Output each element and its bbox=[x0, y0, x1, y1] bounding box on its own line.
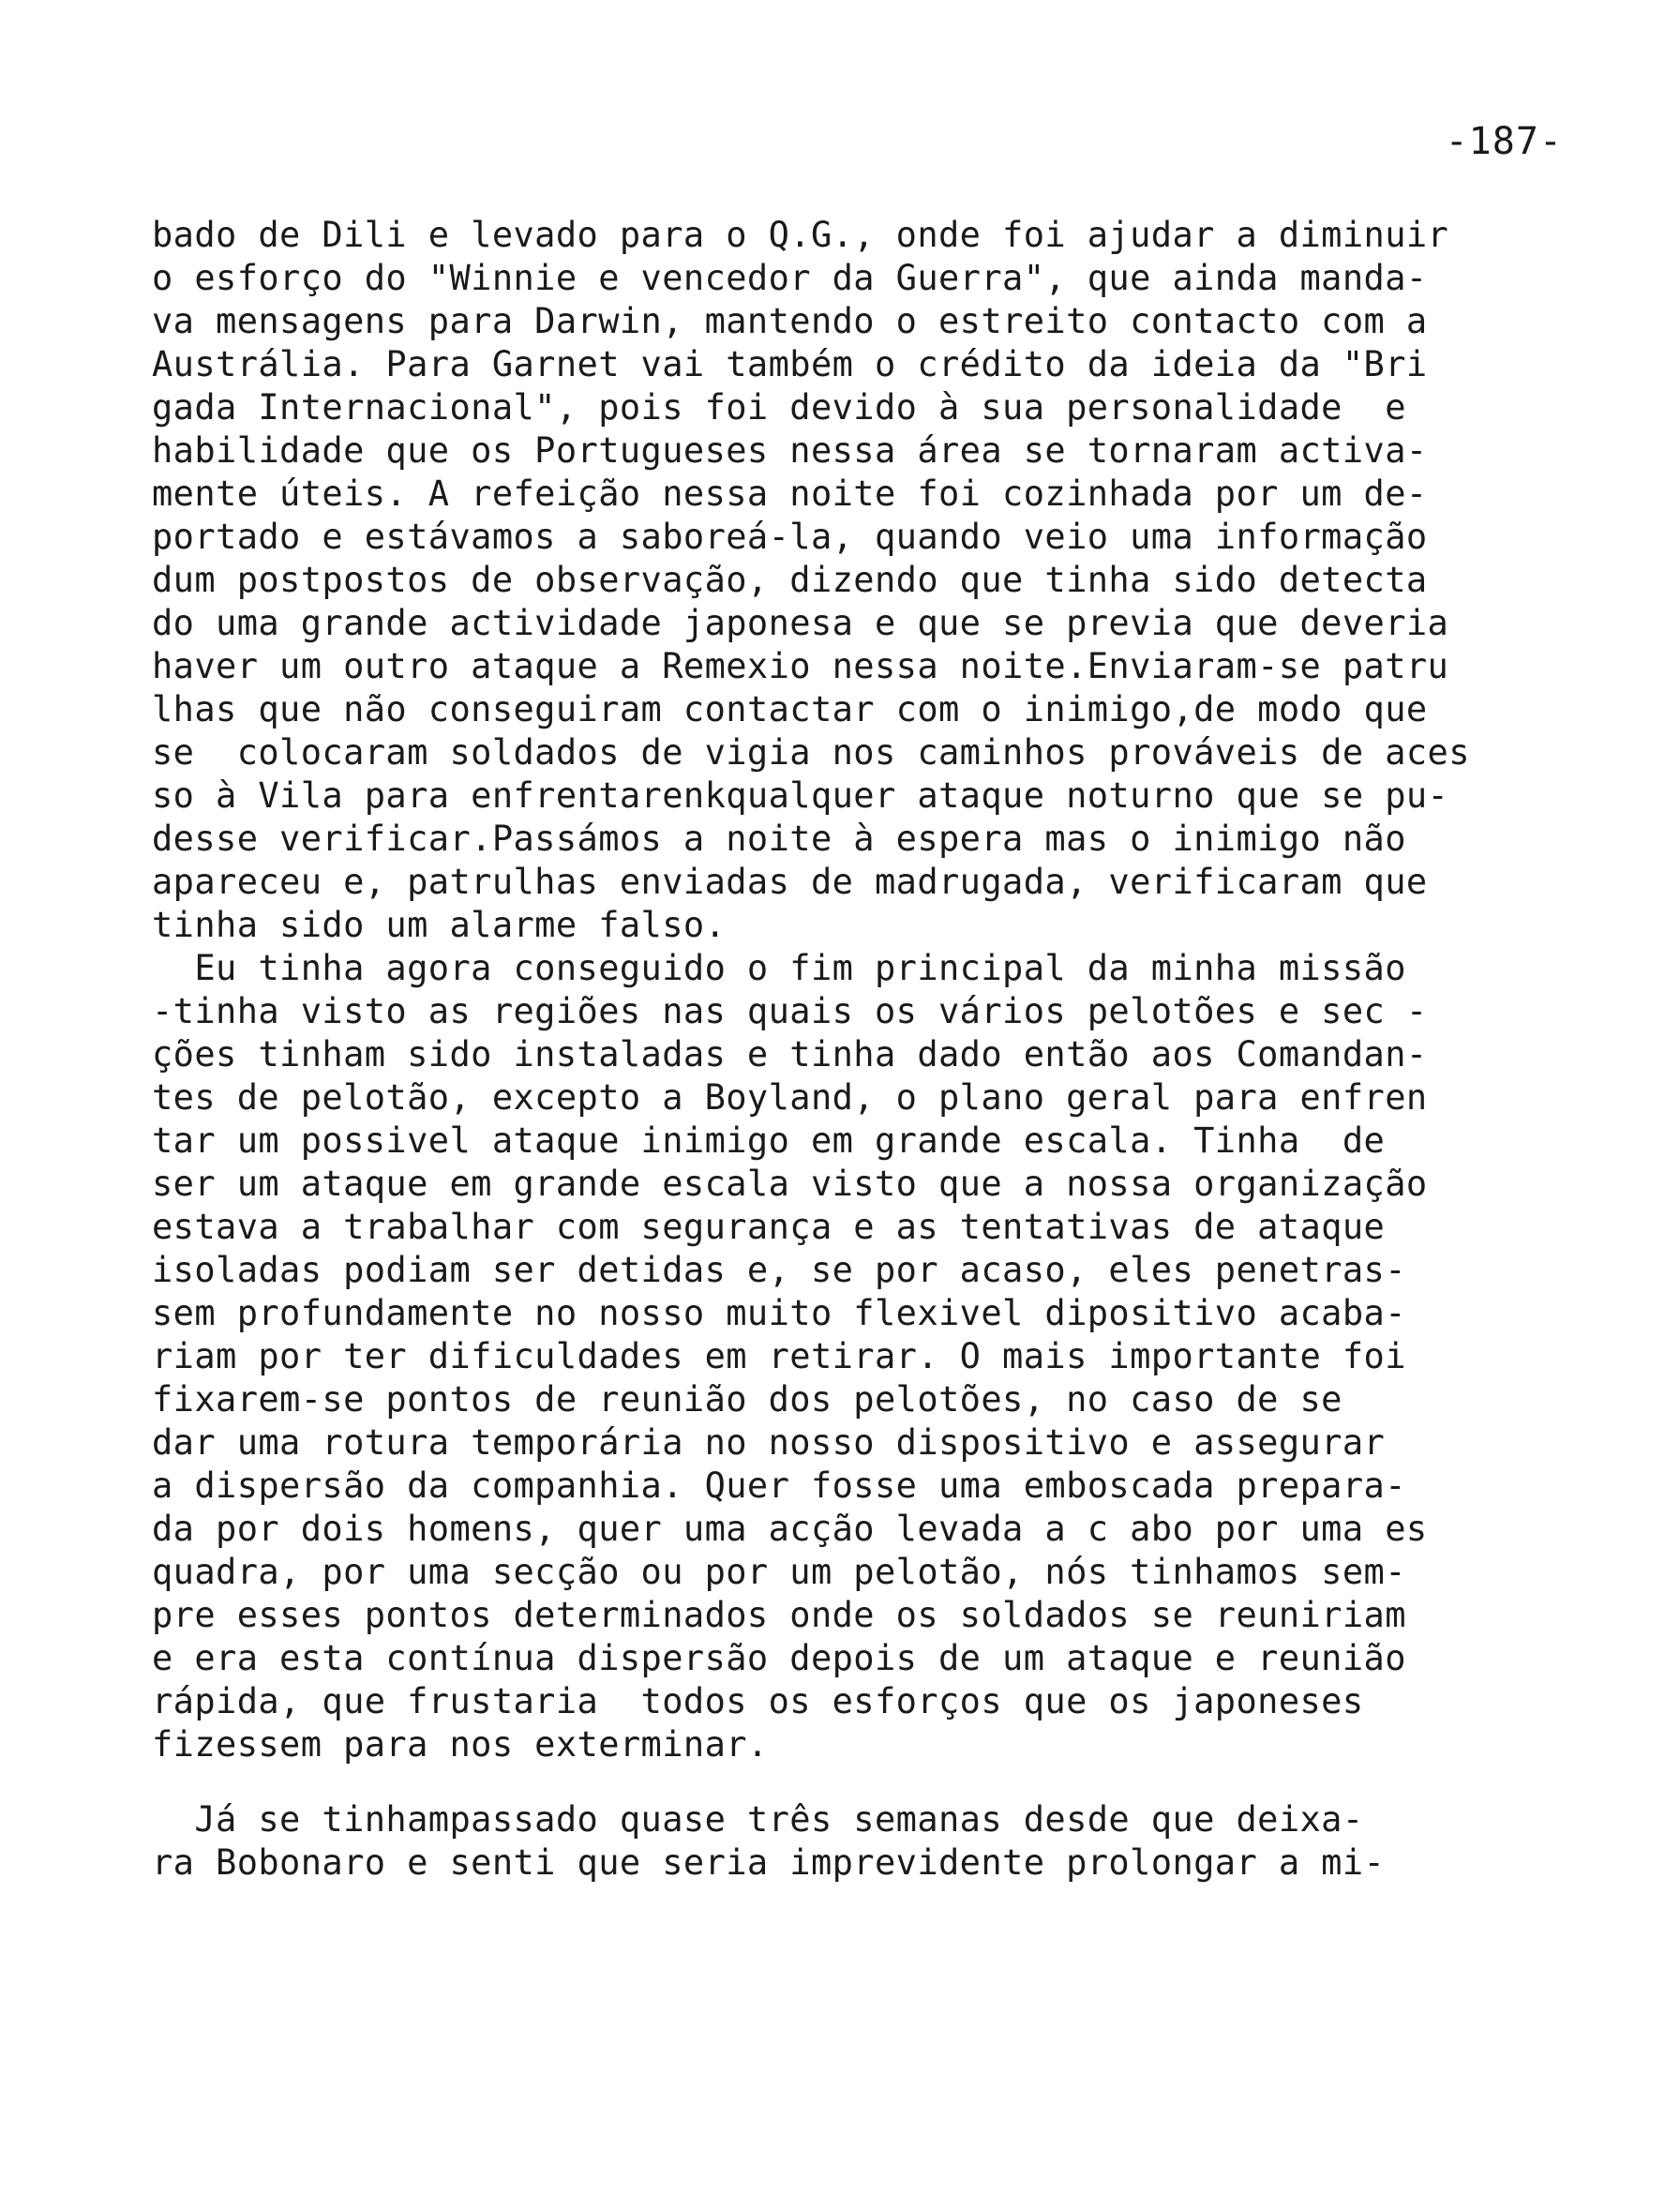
text-line: Austrália. Para Garnet vai também o crédito da ideia da "Bri bbox=[152, 344, 1428, 384]
page-number: -187- bbox=[1445, 120, 1563, 163]
text-line: so à Vila para enfrentarenkqualquer ataque noturno que se pu- bbox=[152, 775, 1449, 816]
text-line: ser um ataque em grande escala visto que a nossa organização bbox=[152, 1164, 1428, 1204]
paragraph-3 bbox=[152, 1798, 1577, 1885]
text-line: ções tinham sido instaladas e tinha dado então aos Comandan- bbox=[152, 1034, 1428, 1074]
text-line: ra Bobonaro e senti que seria imprevidente prolongar a mi- bbox=[152, 1842, 1386, 1883]
text-line: estava a trabalhar com segurança e as tentativas de ataque bbox=[152, 1207, 1386, 1247]
text-line: do uma grande actividade japonesa e que se previa que deveria bbox=[152, 603, 1449, 643]
text-line: dar uma rotura temporária no nosso dispositivo e assegurar bbox=[152, 1422, 1386, 1463]
text-line: da por dois homens, quer uma acção levada a c abo por uma es bbox=[152, 1509, 1428, 1549]
paragraph-1 bbox=[152, 214, 1577, 947]
text-line: rápida, que frustaria todos os esforços que os japoneses bbox=[152, 1681, 1364, 1721]
text-line: fixarem-se pontos de reunião dos pelotões, no caso de se bbox=[152, 1379, 1342, 1420]
text-line: -tinha visto as regiões nas quais os vários pelotões e sec - bbox=[152, 991, 1428, 1031]
text-line: portado e estávamos a saboreá-la, quando veio uma informação bbox=[152, 517, 1428, 557]
text-line: tar um possivel ataque inimigo em grande escala. Tinha de bbox=[152, 1120, 1386, 1161]
text-line: habilidade que os Portugueses nessa área se tornaram activa- bbox=[152, 430, 1428, 471]
body-text bbox=[152, 214, 1577, 1885]
text-line: dum postpostos de observação, dizendo que tinha sido detecta bbox=[152, 560, 1428, 600]
text-line: a dispersão da companhia. Quer fosse uma emboscada prepara- bbox=[152, 1465, 1406, 1506]
text-line: mente úteis. A refeição nessa noite foi cozinhada por um de- bbox=[152, 473, 1428, 514]
text-line: pre esses pontos determinados onde os soldados se reuniriam bbox=[152, 1595, 1406, 1635]
text-line: bado de Dili e levado para o Q.G., onde foi ajudar a diminuir bbox=[152, 215, 1449, 255]
text-line: gada Internacional", pois foi devido à sua personalidade e bbox=[152, 387, 1406, 428]
text-line: isoladas podiam ser detidas e, se por acaso, eles penetras- bbox=[152, 1250, 1406, 1290]
text-line: riam por ter dificuldades em retirar. O mais importante foi bbox=[152, 1336, 1406, 1376]
text-line: lhas que não conseguiram contactar com o inimigo,de modo que bbox=[152, 689, 1428, 729]
text-line: va mensagens para Darwin, mantendo o estreito contacto com a bbox=[152, 301, 1428, 341]
paragraph-2 bbox=[152, 947, 1577, 1766]
paragraph-spacer bbox=[152, 1766, 1577, 1798]
text-line: Eu tinha agora conseguido o fim principal da minha missão bbox=[152, 948, 1406, 988]
text-line: e era esta contínua dispersão depois de um ataque e reunião bbox=[152, 1638, 1406, 1678]
text-line: apareceu e, patrulhas enviadas de madrugada, verificaram que bbox=[152, 862, 1428, 902]
text-line: haver um outro ataque a Remexio nessa noite.Enviaram-se patru bbox=[152, 646, 1449, 686]
text-line: desse verificar.Passámos a noite à espera mas o inimigo não bbox=[152, 819, 1406, 859]
text-line: tes de pelotão, excepto a Boyland, o plano geral para enfren bbox=[152, 1077, 1428, 1118]
text-line: o esforço do "Winnie e vencedor da Guerra", que ainda manda- bbox=[152, 258, 1428, 298]
text-line: sem profundamente no nosso muito flexivel dipositivo acaba- bbox=[152, 1293, 1406, 1333]
text-line: se colocaram soldados de vigia nos caminhos prováveis de aces bbox=[152, 732, 1470, 773]
text-line: tinha sido um alarme falso. bbox=[152, 905, 727, 945]
text-line: quadra, por uma secção ou por um pelotão, nós tinhamos sem- bbox=[152, 1552, 1406, 1592]
text-line: fizessem para nos exterminar. bbox=[152, 1724, 769, 1765]
text-line: Já se tinhampassado quase três semanas desde que deixa- bbox=[152, 1799, 1364, 1840]
